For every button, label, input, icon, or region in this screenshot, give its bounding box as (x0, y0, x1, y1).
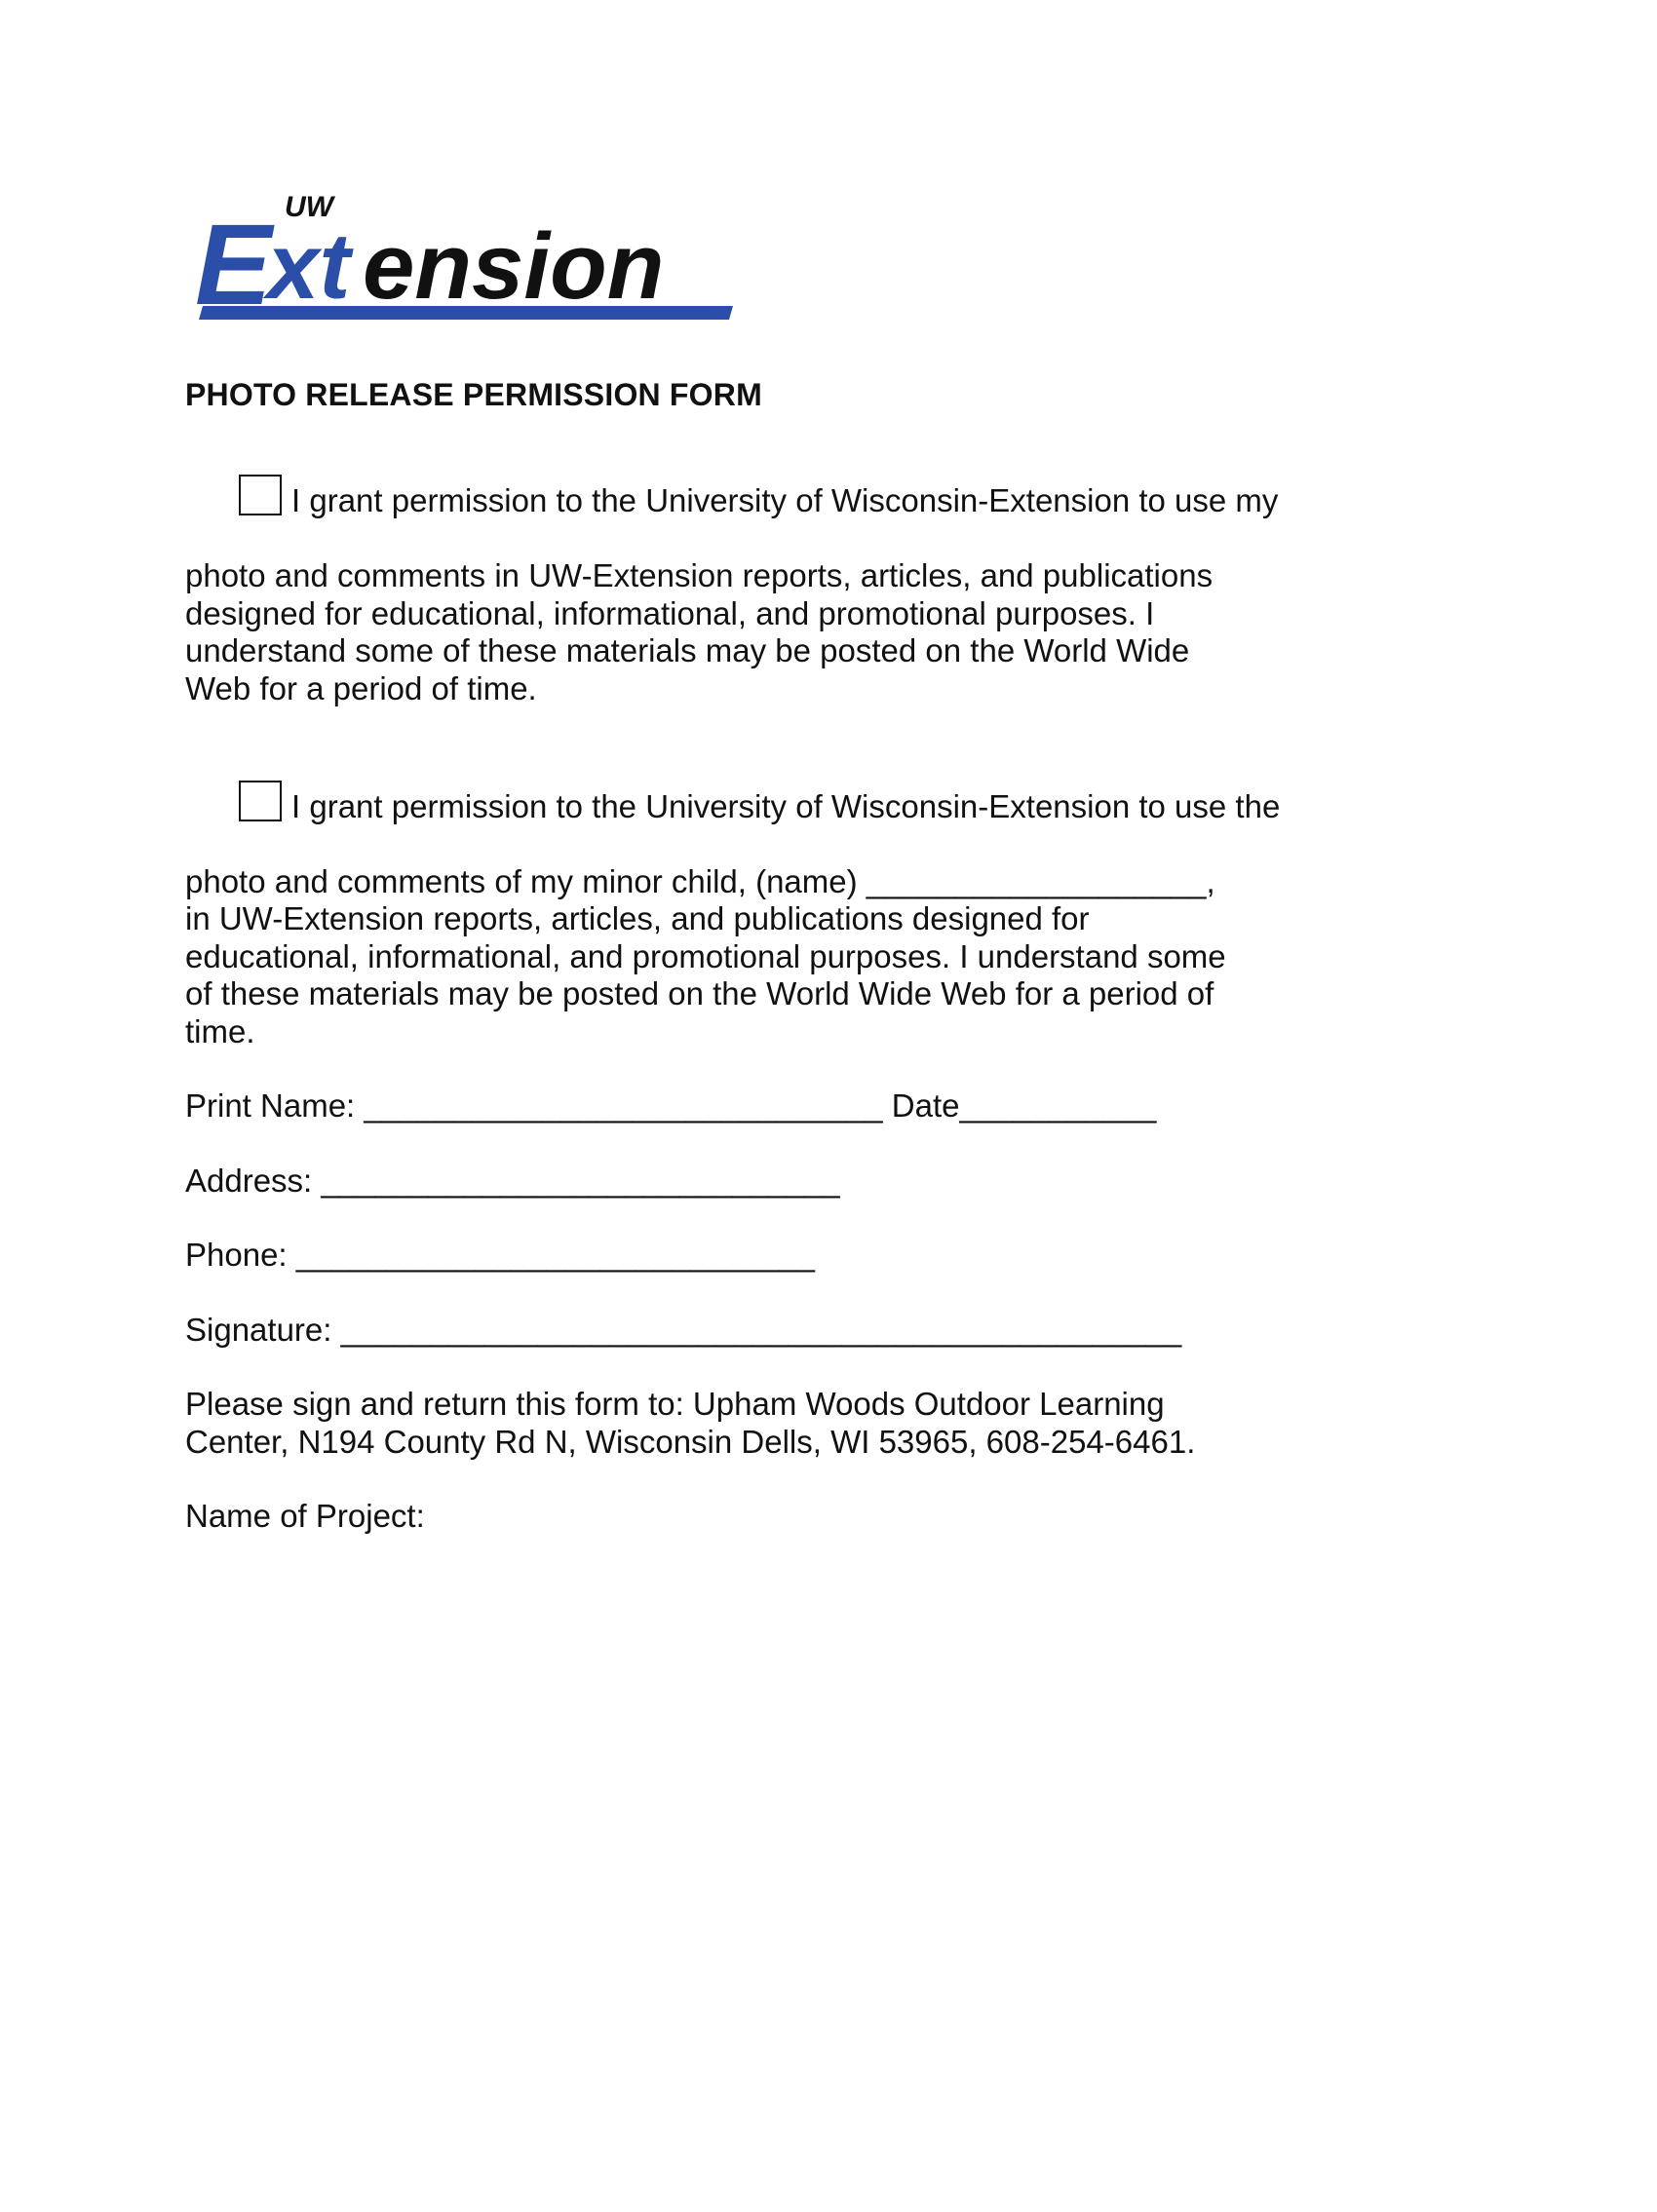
minor-permission-line-4: educational, informational, and promotional purposes. I understand some (185, 937, 1226, 974)
address-field[interactable]: Address: _____________________________ (185, 1162, 840, 1199)
return-instructions (185, 1386, 1296, 1461)
minor-permission-line-6: time. (185, 1012, 255, 1049)
minor-permission-paragraph (185, 744, 1296, 1050)
minor-permission-line-5: of these materials may be posted on the World Wide Web for a period of (185, 975, 1214, 1011)
empty-checkbox-icon[interactable] (239, 475, 282, 515)
form-body (185, 376, 1296, 1573)
logo-big-e: E (195, 201, 272, 324)
return-info-line-1: Please sign and return this form to: Upham Woods Outdoor Learning (185, 1386, 1165, 1422)
return-info-line-2: Center, N194 County Rd N, Wisconsin Dells, WI 53965, 608-254-6461. (185, 1423, 1196, 1460)
adult-permission-line-4: understand some of these materials may be posted on the World Wide (185, 632, 1190, 668)
adult-permission-paragraph (185, 439, 1296, 708)
project-name-label: Name of Project: (185, 1498, 425, 1534)
form-title: PHOTO RELEASE PERMISSION FORM (185, 377, 762, 412)
adult-permission-line-2: photo and comments in UW-Extension reports, articles, and publications (185, 557, 1214, 593)
logo-ension: ension (363, 214, 665, 319)
adult-permission-line-5: Web for a period of time. (185, 669, 537, 706)
minor-permission-line-1: I grant permission to the University of Wisconsin-Extension to use the (291, 787, 1281, 824)
signature-field[interactable]: Signature: _______________________________________________ (185, 1311, 1182, 1348)
empty-checkbox-icon[interactable] (239, 781, 282, 821)
adult-permission-line-3: designed for educational, informational, and promotional purposes. I (185, 594, 1155, 631)
uw-extension-logo (191, 191, 747, 324)
minor-permission-line-2[interactable]: photo and comments of my minor child, (name) ___________________, (185, 862, 1215, 899)
adult-permission-line-1: I grant permission to the University of Wisconsin-Extension to use my (291, 482, 1279, 518)
logo-xt: xt (267, 214, 351, 319)
logo-graphic (191, 191, 747, 324)
logo-uw-text: UW (285, 191, 333, 223)
print-name-date-field[interactable]: Print Name: _____________________________ Date___________ (185, 1087, 1157, 1124)
phone-field[interactable]: Phone: _____________________________ (185, 1237, 815, 1273)
minor-permission-line-3: in UW-Extension reports, articles, and publications designed for (185, 900, 1090, 936)
